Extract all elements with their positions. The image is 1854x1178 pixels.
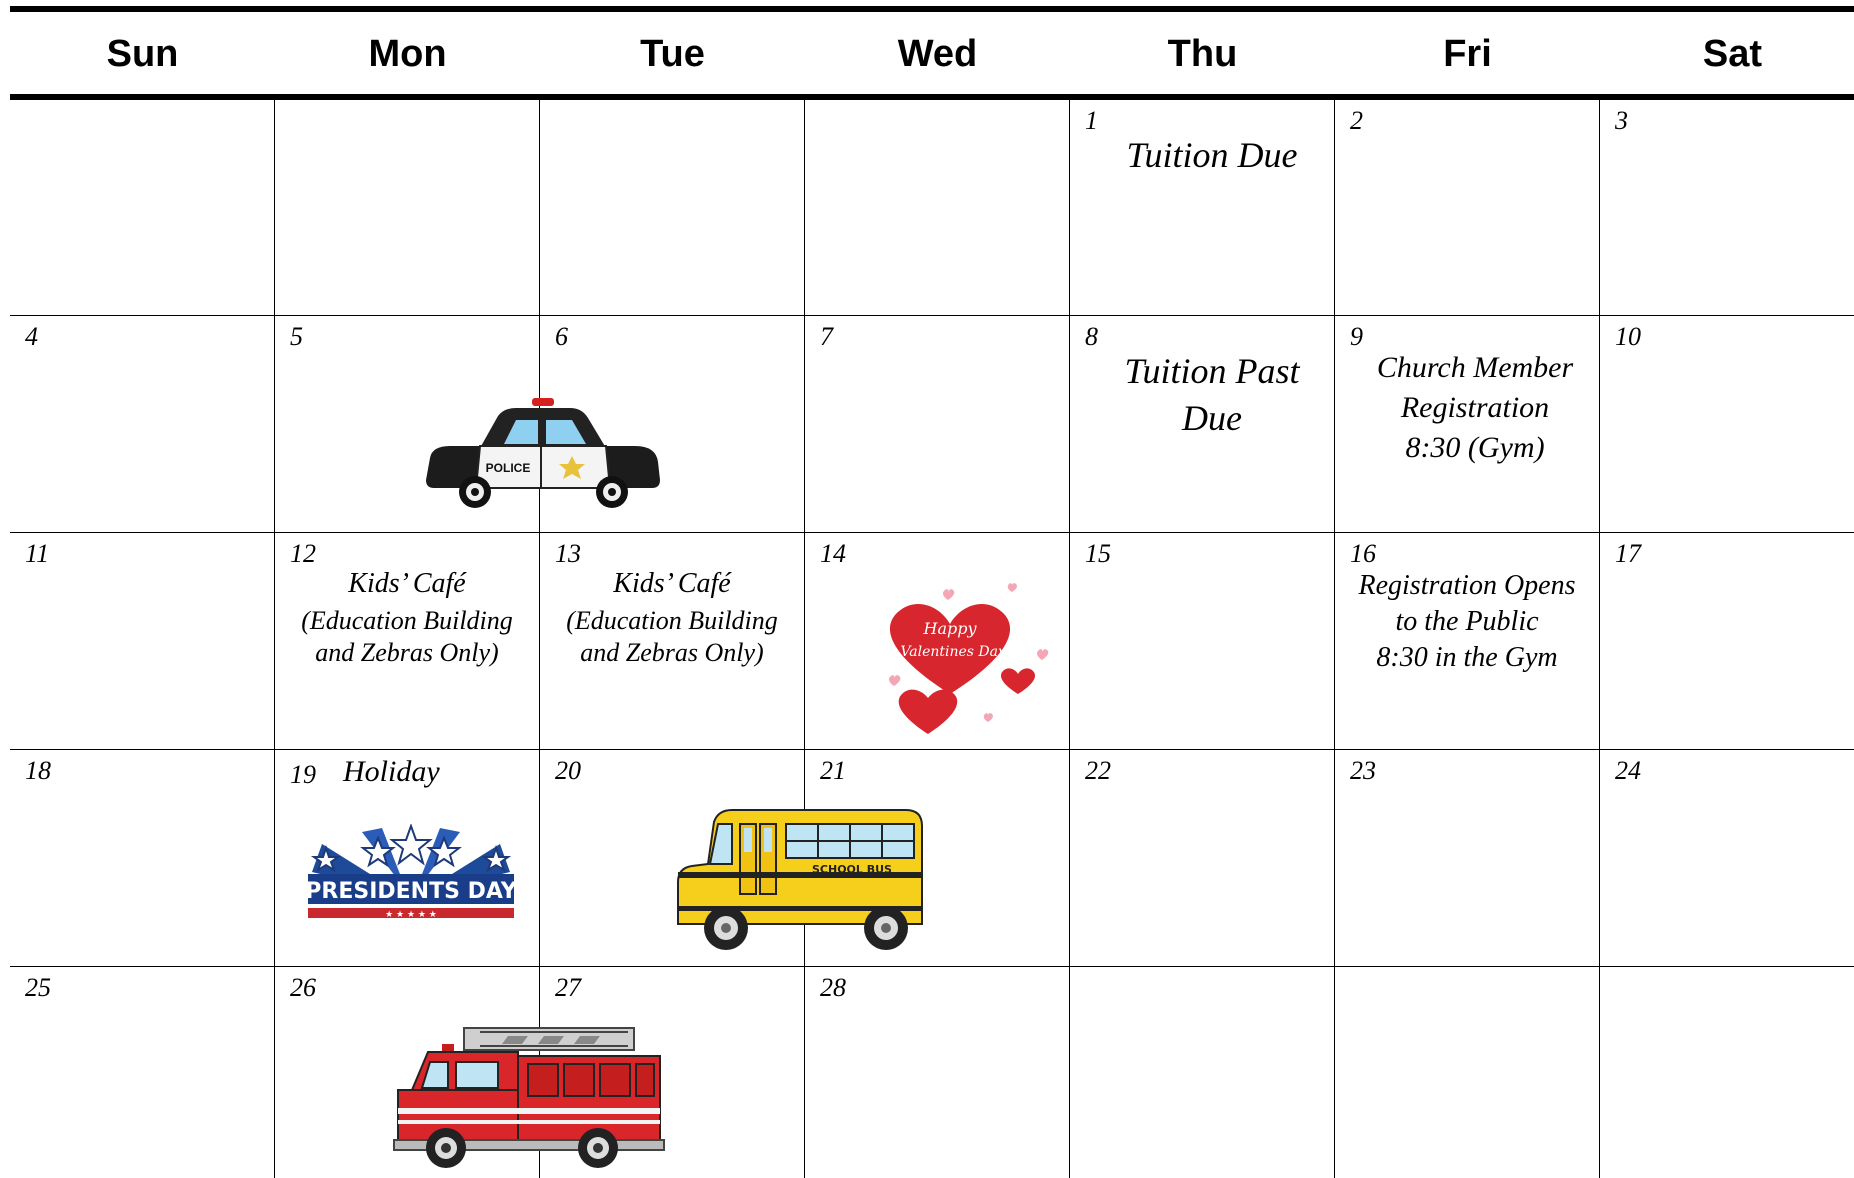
presidents-day-icon: [302, 824, 520, 926]
event-kids-cafe: Kids’ Café: [613, 568, 731, 599]
day-cell-25: [10, 967, 275, 1178]
event-kids-cafe: Kids’ Café: [348, 568, 466, 599]
day-cell-empty: [1335, 967, 1600, 1178]
date-number: 18: [25, 756, 51, 785]
date-number: 6: [555, 322, 568, 351]
day-cell-empty: [275, 100, 540, 316]
date-number: 24: [1615, 756, 1641, 785]
date-number: 13: [555, 539, 581, 568]
event-registration-public-line2: to the Public: [1395, 606, 1539, 637]
weekday-sun: Sun: [106, 32, 179, 75]
date-number: 5: [290, 322, 303, 351]
day-cell-12: [275, 533, 540, 750]
weekday-fri: Fri: [1443, 32, 1492, 75]
weekday-tue: Tue: [640, 32, 705, 75]
event-holiday: Holiday: [343, 755, 440, 788]
fire-truck-icon: [390, 1024, 680, 1170]
day-cell-3: [1600, 100, 1854, 316]
event-kids-cafe-note-line1: (Education Building: [566, 606, 778, 635]
event-church-registration-line1: Church Member: [1376, 351, 1574, 384]
date-number: 27: [555, 973, 581, 1002]
day-cell-8: [1070, 316, 1335, 533]
school-bus-label: SCHOOL BUS: [812, 863, 892, 876]
day-cell-28: [805, 967, 1070, 1178]
date-number: 7: [820, 322, 833, 351]
event-church-registration-line3: 8:30 (Gym): [1405, 431, 1545, 464]
presidents-day-label: PRESIDENTS DAY: [305, 879, 517, 904]
calendar: [10, 0, 1854, 1178]
date-number: 21: [820, 756, 846, 785]
date-number: 12: [290, 539, 316, 568]
date-number: 17: [1615, 539, 1641, 568]
event-church-registration-line2: Registration: [1400, 391, 1550, 424]
date-number: 9: [1350, 322, 1363, 351]
date-number: 22: [1085, 756, 1111, 785]
day-cell-9: [1335, 316, 1600, 533]
day-cell-13: [540, 533, 805, 750]
day-cell-1: [1070, 100, 1335, 316]
valentine-label-line2: Valentines Day!: [900, 644, 1012, 660]
day-cell-empty: [805, 100, 1070, 316]
valentine-label-line1: Happy: [923, 619, 977, 638]
event-kids-cafe-note-line2: and Zebras Only): [580, 638, 764, 667]
day-cell-22: [1070, 750, 1335, 967]
date-number: 28: [820, 973, 846, 1002]
date-number: 20: [555, 756, 581, 785]
date-number: 26: [290, 973, 316, 1002]
date-number: 15: [1085, 539, 1111, 568]
event-tuition-past-due-line2: Due: [1182, 398, 1242, 438]
day-cell-23: [1335, 750, 1600, 967]
day-cell-empty: [1600, 967, 1854, 1178]
day-cell-4: [10, 316, 275, 533]
date-number: 23: [1350, 756, 1376, 785]
police-car-icon: [420, 396, 670, 508]
day-cell-16: [1335, 533, 1600, 750]
weekday-mon: Mon: [368, 32, 447, 75]
day-cell-empty: [10, 100, 275, 316]
day-cell-2: [1335, 100, 1600, 316]
police-label: POLICE: [485, 461, 531, 475]
day-cell-7: [805, 316, 1070, 533]
date-number: 16: [1350, 539, 1376, 568]
school-bus-icon: [670, 806, 932, 954]
svg-text:★ ★ ★ ★ ★: ★ ★ ★ ★ ★: [385, 910, 437, 920]
day-cell-17: [1600, 533, 1854, 750]
day-cell-15: [1070, 533, 1335, 750]
event-registration-public-line1: Registration Opens: [1358, 570, 1576, 601]
event-kids-cafe-note-line1: (Education Building: [301, 606, 513, 635]
day-cell-empty: [1070, 967, 1335, 1178]
date-number: 1: [1085, 106, 1098, 135]
day-cell-24: [1600, 750, 1854, 967]
event-kids-cafe-note-line2: and Zebras Only): [315, 638, 499, 667]
event-registration-public-line3: 8:30 in the Gym: [1376, 642, 1558, 673]
day-cell-empty: [540, 100, 805, 316]
weekday-header-row: [10, 12, 1854, 96]
weekday-sat: Sat: [1702, 32, 1763, 75]
event-tuition-due: Tuition Due: [1126, 135, 1298, 175]
date-number: 25: [25, 973, 51, 1002]
weekday-thu: Thu: [1167, 32, 1238, 75]
date-number: 11: [25, 539, 50, 568]
day-cell-18: [10, 750, 275, 967]
date-number: 4: [25, 322, 38, 351]
date-number: 14: [820, 539, 846, 568]
date-number: 19: [290, 760, 316, 789]
date-number: 3: [1615, 106, 1628, 135]
day-cell-10: [1600, 316, 1854, 533]
date-number: 2: [1350, 106, 1363, 135]
date-number: 10: [1615, 322, 1641, 351]
valentine-hearts-icon: [870, 576, 1056, 736]
weekday-wed: Wed: [897, 32, 978, 75]
date-number: 8: [1085, 322, 1098, 351]
day-cell-11: [10, 533, 275, 750]
event-tuition-past-due-line1: Tuition Past: [1124, 351, 1300, 391]
